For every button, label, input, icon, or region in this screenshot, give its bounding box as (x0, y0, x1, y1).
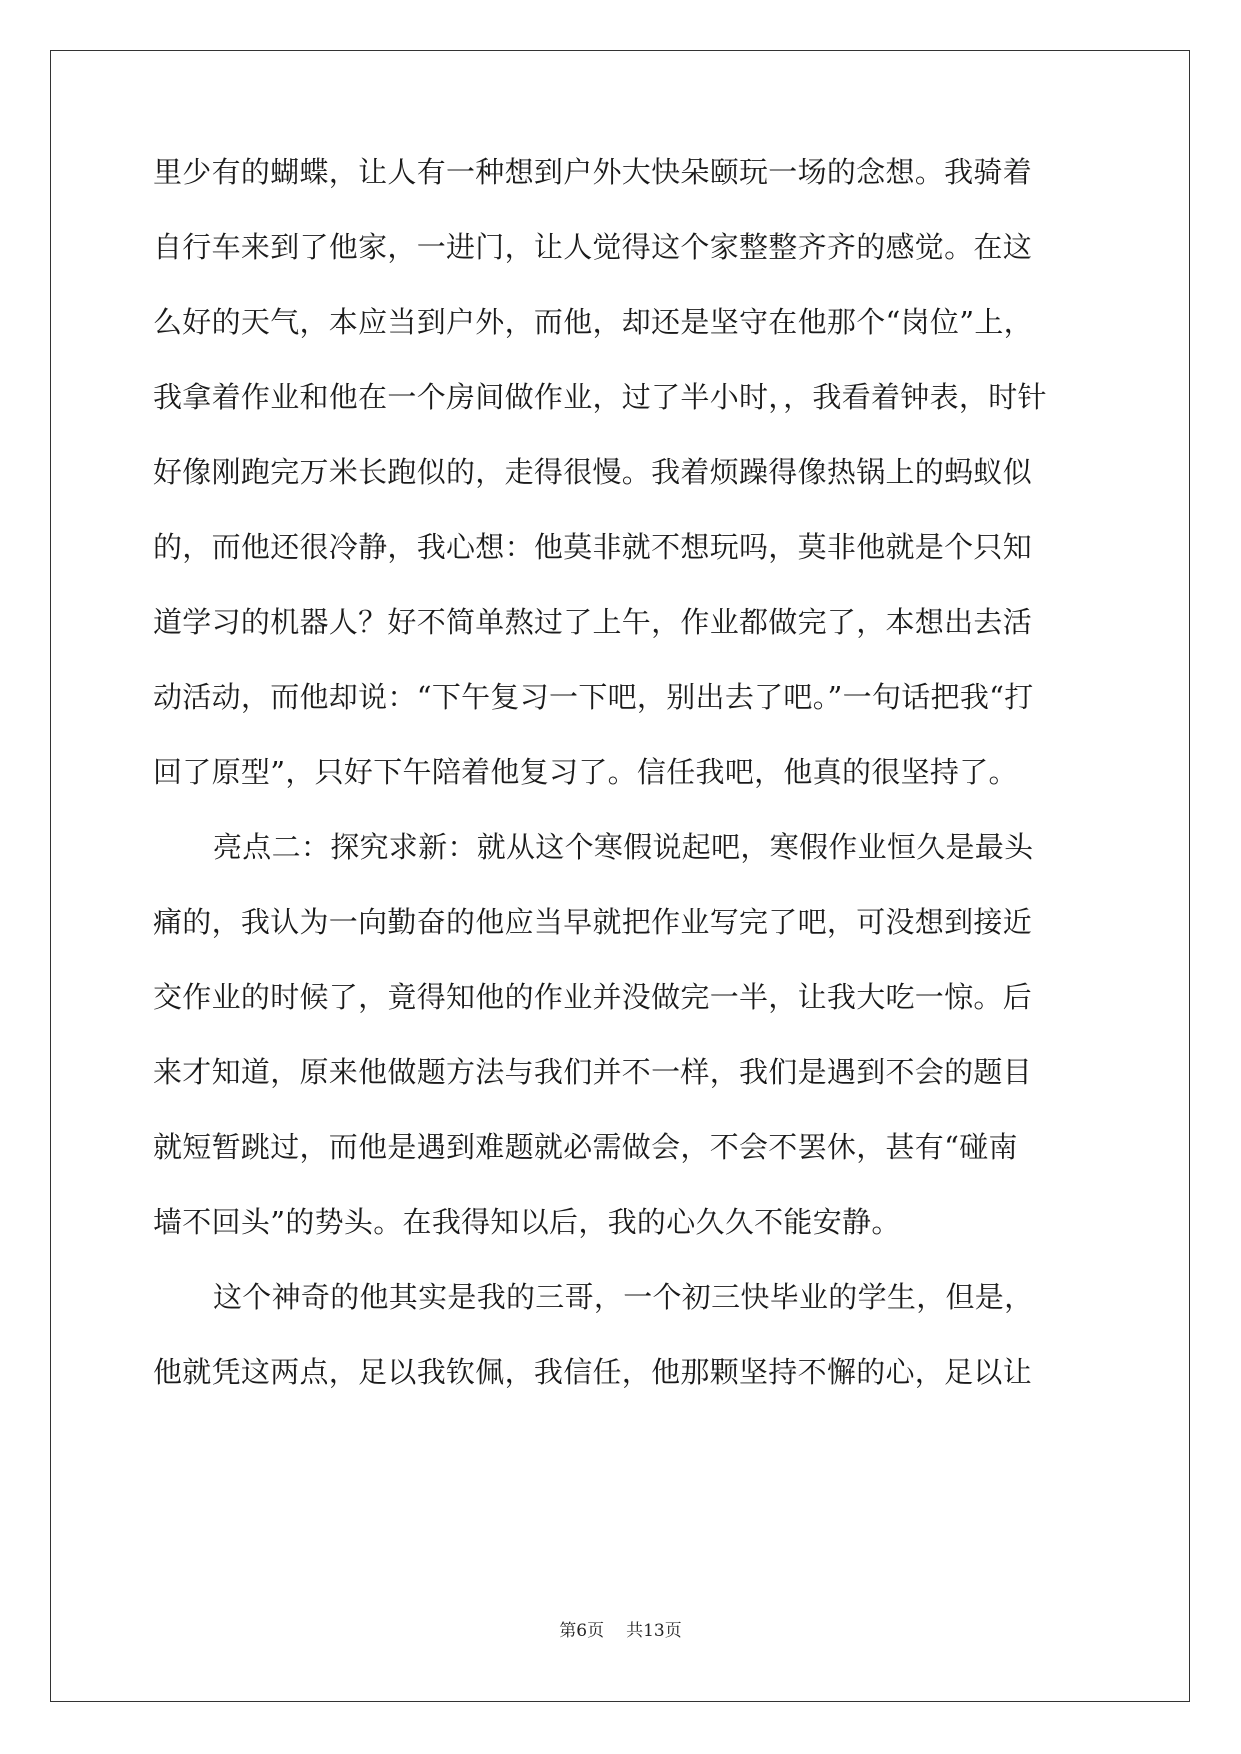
body-line-12: 交作业的时候了，竟得知他的作业并没做完一半，让我大吃一惊。后 (153, 980, 1033, 1014)
body-line-7: 道学习的机器人？好不简单熬过了上午，作业都做完了，本想出去活 (153, 605, 1033, 639)
body-line-2: 自行车来到了他家，一进门，让人觉得这个家整整齐齐的感觉。在这 (153, 230, 1033, 264)
body-line-8: 动活动，而他却说：“下午复习一下吧，别出去了吧。”一句话把我“打 (153, 680, 1034, 714)
body-line-17: 他就凭这两点，足以我钦佩，我信任，他那颗坚持不懈的心，足以让 (153, 1355, 1033, 1389)
body-line-16: 这个神奇的他其实是我的三哥，一个初三快毕业的学生，但是， (213, 1280, 1034, 1314)
body-line-6: 的，而他还很冷静，我心想：他莫非就不想玩吗，莫非他就是个只知 (153, 530, 1033, 564)
body-line-5: 好像刚跑完万米长跑似的，走得很慢。我着烦躁得像热锅上的蚂蚁似 (153, 455, 1033, 489)
body-line-13: 来才知道，原来他做题方法与我们并不一样，我们是遇到不会的题目 (153, 1055, 1033, 1089)
page-total: 共13页 (626, 1621, 682, 1641)
body-line-11: 痛的，我认为一向勤奋的他应当早就把作业写完了吧，可没想到接近 (153, 905, 1033, 939)
body-line-15: 墙不回头”的势头。在我得知以后，我的心久久不能安静。 (153, 1205, 901, 1239)
page-border (50, 50, 1190, 1702)
page-number: 第6页 (559, 1621, 605, 1641)
body-line-4: 我拿着作业和他在一个房间做作业，过了半小时，，我看着钟表，时针 (153, 380, 1047, 414)
page-footer (0, 1616, 1241, 1641)
body-line-14: 就短暂跳过，而他是遇到难题就必需做会，不会不罢休，甚有“碰南 (153, 1130, 1018, 1164)
body-line-3: 么好的天气，本应当到户外，而他，却还是坚守在他那个“岗位”上， (153, 305, 1033, 339)
body-line-10: 亮点二：探究求新：就从这个寒假说起吧，寒假作业恒久是最头 (213, 830, 1034, 864)
body-line-9: 回了原型”，只好下午陪着他复习了。信任我吧，他真的很坚持了。 (153, 755, 1018, 789)
body-line-1: 里少有的蝴蝶，让人有一种想到户外大快朵颐玩一场的念想。我骑着 (153, 155, 1033, 189)
